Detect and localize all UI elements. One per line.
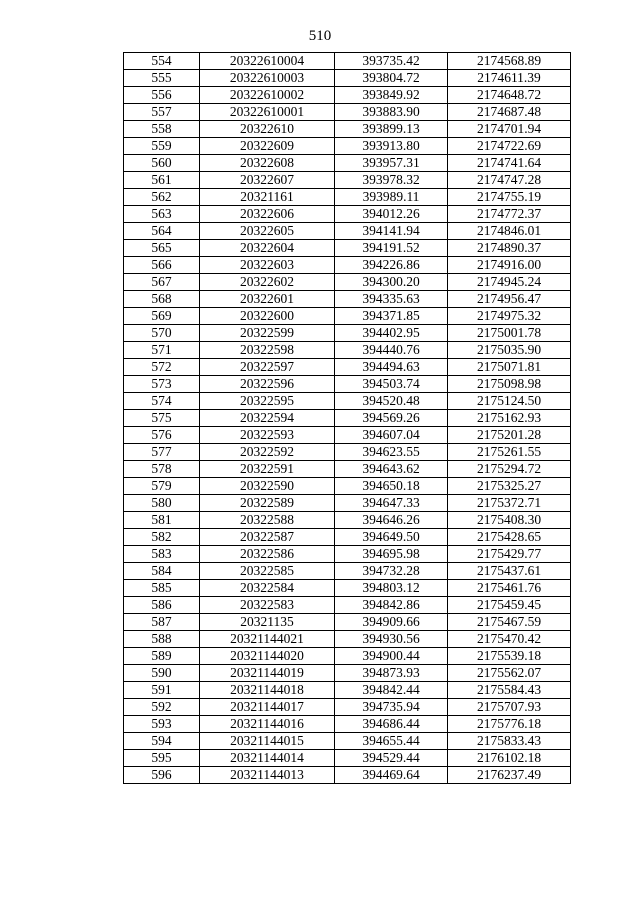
point-number-cell: 589: [124, 648, 200, 665]
y-coordinate-cell: 2175294.72: [448, 461, 571, 478]
point-id-cell: 20322588: [200, 512, 335, 529]
table-row: [124, 495, 571, 512]
table-row: [124, 699, 571, 716]
y-coordinate-cell: 2175201.28: [448, 427, 571, 444]
point-number-cell: 566: [124, 257, 200, 274]
x-coordinate-cell: 394650.18: [335, 478, 448, 495]
table-row: [124, 308, 571, 325]
coordinates-table-body: [124, 53, 571, 784]
point-id-cell: 20322584: [200, 580, 335, 597]
point-number-cell: 586: [124, 597, 200, 614]
point-id-cell: 20322586: [200, 546, 335, 563]
point-id-cell: 20322609: [200, 138, 335, 155]
y-coordinate-cell: 2176102.18: [448, 750, 571, 767]
x-coordinate-cell: 393913.80: [335, 138, 448, 155]
point-number-cell: 592: [124, 699, 200, 716]
x-coordinate-cell: 394873.93: [335, 665, 448, 682]
point-number-cell: 556: [124, 87, 200, 104]
y-coordinate-cell: 2175325.27: [448, 478, 571, 495]
y-coordinate-cell: 2174846.01: [448, 223, 571, 240]
point-id-cell: 20322608: [200, 155, 335, 172]
y-coordinate-cell: 2175584.43: [448, 682, 571, 699]
point-id-cell: 20322607: [200, 172, 335, 189]
point-id-cell: 20322585: [200, 563, 335, 580]
table-row: [124, 138, 571, 155]
table-row: [124, 104, 571, 121]
point-id-cell: 20322610002: [200, 87, 335, 104]
point-id-cell: 20322593: [200, 427, 335, 444]
point-id-cell: 20322610: [200, 121, 335, 138]
y-coordinate-cell: 2175437.61: [448, 563, 571, 580]
x-coordinate-cell: 394842.44: [335, 682, 448, 699]
table-row: [124, 257, 571, 274]
y-coordinate-cell: 2174687.48: [448, 104, 571, 121]
y-coordinate-cell: 2175467.59: [448, 614, 571, 631]
point-number-cell: 564: [124, 223, 200, 240]
y-coordinate-cell: 2174890.37: [448, 240, 571, 257]
table-row: [124, 614, 571, 631]
x-coordinate-cell: 394695.98: [335, 546, 448, 563]
table-row: [124, 733, 571, 750]
x-coordinate-cell: 393957.31: [335, 155, 448, 172]
x-coordinate-cell: 393899.13: [335, 121, 448, 138]
y-coordinate-cell: 2175372.71: [448, 495, 571, 512]
point-id-cell: 20322594: [200, 410, 335, 427]
point-number-cell: 565: [124, 240, 200, 257]
point-number-cell: 562: [124, 189, 200, 206]
point-id-cell: 20322603: [200, 257, 335, 274]
table-row: [124, 70, 571, 87]
table-row: [124, 291, 571, 308]
table-row: [124, 767, 571, 784]
point-number-cell: 567: [124, 274, 200, 291]
x-coordinate-cell: 394686.44: [335, 716, 448, 733]
point-number-cell: 579: [124, 478, 200, 495]
table-row: [124, 274, 571, 291]
x-coordinate-cell: 394503.74: [335, 376, 448, 393]
y-coordinate-cell: 2174747.28: [448, 172, 571, 189]
point-id-cell: 20322606: [200, 206, 335, 223]
table-row: [124, 359, 571, 376]
table-row: [124, 597, 571, 614]
x-coordinate-cell: 394440.76: [335, 342, 448, 359]
point-number-cell: 596: [124, 767, 200, 784]
point-number-cell: 577: [124, 444, 200, 461]
y-coordinate-cell: 2175162.93: [448, 410, 571, 427]
table-row: [124, 529, 571, 546]
x-coordinate-cell: 394226.86: [335, 257, 448, 274]
x-coordinate-cell: 393804.72: [335, 70, 448, 87]
y-coordinate-cell: 2174648.72: [448, 87, 571, 104]
point-number-cell: 591: [124, 682, 200, 699]
x-coordinate-cell: 394623.55: [335, 444, 448, 461]
y-coordinate-cell: 2174975.32: [448, 308, 571, 325]
x-coordinate-cell: 394012.26: [335, 206, 448, 223]
x-coordinate-cell: 394646.26: [335, 512, 448, 529]
point-number-cell: 585: [124, 580, 200, 597]
point-id-cell: 20322602: [200, 274, 335, 291]
x-coordinate-cell: 393989.11: [335, 189, 448, 206]
point-id-cell: 20322590: [200, 478, 335, 495]
point-number-cell: 588: [124, 631, 200, 648]
point-number-cell: 570: [124, 325, 200, 342]
point-number-cell: 583: [124, 546, 200, 563]
x-coordinate-cell: 394335.63: [335, 291, 448, 308]
y-coordinate-cell: 2175124.50: [448, 393, 571, 410]
point-number-cell: 558: [124, 121, 200, 138]
point-id-cell: 20322595: [200, 393, 335, 410]
y-coordinate-cell: 2175035.90: [448, 342, 571, 359]
y-coordinate-cell: 2174722.69: [448, 138, 571, 155]
point-id-cell: 20322599: [200, 325, 335, 342]
point-id-cell: 20322583: [200, 597, 335, 614]
table-row: [124, 546, 571, 563]
point-number-cell: 561: [124, 172, 200, 189]
point-id-cell: 20322592: [200, 444, 335, 461]
y-coordinate-cell: 2175539.18: [448, 648, 571, 665]
y-coordinate-cell: 2175562.07: [448, 665, 571, 682]
x-coordinate-cell: 394930.56: [335, 631, 448, 648]
y-coordinate-cell: 2175461.76: [448, 580, 571, 597]
point-number-cell: 573: [124, 376, 200, 393]
table-row: [124, 376, 571, 393]
x-coordinate-cell: 394191.52: [335, 240, 448, 257]
x-coordinate-cell: 393849.92: [335, 87, 448, 104]
table-row: [124, 631, 571, 648]
point-number-cell: 571: [124, 342, 200, 359]
point-number-cell: 572: [124, 359, 200, 376]
y-coordinate-cell: 2174772.37: [448, 206, 571, 223]
point-id-cell: 20322601: [200, 291, 335, 308]
x-coordinate-cell: 394371.85: [335, 308, 448, 325]
y-coordinate-cell: 2175470.42: [448, 631, 571, 648]
point-id-cell: 20321144015: [200, 733, 335, 750]
point-number-cell: 593: [124, 716, 200, 733]
point-number-cell: 581: [124, 512, 200, 529]
point-id-cell: 20321144013: [200, 767, 335, 784]
table-row: [124, 189, 571, 206]
point-number-cell: 590: [124, 665, 200, 682]
point-number-cell: 580: [124, 495, 200, 512]
x-coordinate-cell: 393978.32: [335, 172, 448, 189]
point-id-cell: 20322605: [200, 223, 335, 240]
point-id-cell: 20321144017: [200, 699, 335, 716]
point-number-cell: 555: [124, 70, 200, 87]
x-coordinate-cell: 394842.86: [335, 597, 448, 614]
coordinates-table: [123, 52, 571, 784]
point-number-cell: 563: [124, 206, 200, 223]
y-coordinate-cell: 2175071.81: [448, 359, 571, 376]
table-row: [124, 155, 571, 172]
table-row: [124, 750, 571, 767]
x-coordinate-cell: 394402.95: [335, 325, 448, 342]
table-row: [124, 444, 571, 461]
table-row: [124, 512, 571, 529]
point-id-cell: 20322604: [200, 240, 335, 257]
point-id-cell: 20322597: [200, 359, 335, 376]
y-coordinate-cell: 2176237.49: [448, 767, 571, 784]
point-number-cell: 587: [124, 614, 200, 631]
table-row: [124, 223, 571, 240]
x-coordinate-cell: 394494.63: [335, 359, 448, 376]
table-row: [124, 665, 571, 682]
point-number-cell: 575: [124, 410, 200, 427]
x-coordinate-cell: 393883.90: [335, 104, 448, 121]
table-row: [124, 580, 571, 597]
x-coordinate-cell: 394569.26: [335, 410, 448, 427]
point-id-cell: 20321144020: [200, 648, 335, 665]
table-row: [124, 410, 571, 427]
point-number-cell: 557: [124, 104, 200, 121]
table-row: [124, 478, 571, 495]
table-row: [124, 461, 571, 478]
x-coordinate-cell: 394803.12: [335, 580, 448, 597]
point-id-cell: 20322600: [200, 308, 335, 325]
table-row: [124, 53, 571, 70]
y-coordinate-cell: 2175098.98: [448, 376, 571, 393]
x-coordinate-cell: 394909.66: [335, 614, 448, 631]
point-number-cell: 594: [124, 733, 200, 750]
point-id-cell: 20322610004: [200, 53, 335, 70]
y-coordinate-cell: 2175707.93: [448, 699, 571, 716]
point-id-cell: 20321144016: [200, 716, 335, 733]
y-coordinate-cell: 2174741.64: [448, 155, 571, 172]
table-row: [124, 121, 571, 138]
y-coordinate-cell: 2174755.19: [448, 189, 571, 206]
point-number-cell: 578: [124, 461, 200, 478]
point-id-cell: 20322610001: [200, 104, 335, 121]
table-row: [124, 87, 571, 104]
point-id-cell: 20321144018: [200, 682, 335, 699]
y-coordinate-cell: 2174945.24: [448, 274, 571, 291]
point-id-cell: 20322610003: [200, 70, 335, 87]
y-coordinate-cell: 2175429.77: [448, 546, 571, 563]
y-coordinate-cell: 2175408.30: [448, 512, 571, 529]
table-row: [124, 172, 571, 189]
table-row: [124, 563, 571, 580]
point-id-cell: 20322591: [200, 461, 335, 478]
x-coordinate-cell: 394607.04: [335, 427, 448, 444]
y-coordinate-cell: 2175001.78: [448, 325, 571, 342]
point-id-cell: 20321144021: [200, 631, 335, 648]
x-coordinate-cell: 394900.44: [335, 648, 448, 665]
point-number-cell: 554: [124, 53, 200, 70]
x-coordinate-cell: 394469.64: [335, 767, 448, 784]
point-number-cell: 559: [124, 138, 200, 155]
point-id-cell: 20321161: [200, 189, 335, 206]
point-id-cell: 20322587: [200, 529, 335, 546]
x-coordinate-cell: 393735.42: [335, 53, 448, 70]
point-id-cell: 20321144019: [200, 665, 335, 682]
x-coordinate-cell: 394529.44: [335, 750, 448, 767]
x-coordinate-cell: 394643.62: [335, 461, 448, 478]
x-coordinate-cell: 394300.20: [335, 274, 448, 291]
point-number-cell: 574: [124, 393, 200, 410]
y-coordinate-cell: 2174611.39: [448, 70, 571, 87]
point-number-cell: 595: [124, 750, 200, 767]
y-coordinate-cell: 2174916.00: [448, 257, 571, 274]
x-coordinate-cell: 394655.44: [335, 733, 448, 750]
y-coordinate-cell: 2174568.89: [448, 53, 571, 70]
table-row: [124, 240, 571, 257]
point-id-cell: 20322589: [200, 495, 335, 512]
x-coordinate-cell: 394732.28: [335, 563, 448, 580]
point-number-cell: 568: [124, 291, 200, 308]
table-row: [124, 682, 571, 699]
page-number: 510: [308, 28, 332, 44]
point-id-cell: 20321135: [200, 614, 335, 631]
point-number-cell: 576: [124, 427, 200, 444]
y-coordinate-cell: 2174701.94: [448, 121, 571, 138]
y-coordinate-cell: 2175428.65: [448, 529, 571, 546]
point-number-cell: 582: [124, 529, 200, 546]
point-id-cell: 20321144014: [200, 750, 335, 767]
x-coordinate-cell: 394520.48: [335, 393, 448, 410]
point-number-cell: 584: [124, 563, 200, 580]
table-row: [124, 206, 571, 223]
table-row: [124, 342, 571, 359]
y-coordinate-cell: 2175776.18: [448, 716, 571, 733]
y-coordinate-cell: 2175261.55: [448, 444, 571, 461]
point-id-cell: 20322596: [200, 376, 335, 393]
table-row: [124, 716, 571, 733]
x-coordinate-cell: 394647.33: [335, 495, 448, 512]
table-row: [124, 325, 571, 342]
x-coordinate-cell: 394141.94: [335, 223, 448, 240]
point-number-cell: 569: [124, 308, 200, 325]
y-coordinate-cell: 2174956.47: [448, 291, 571, 308]
y-coordinate-cell: 2175459.45: [448, 597, 571, 614]
x-coordinate-cell: 394735.94: [335, 699, 448, 716]
table-row: [124, 427, 571, 444]
x-coordinate-cell: 394649.50: [335, 529, 448, 546]
table-row: [124, 648, 571, 665]
table-row: [124, 393, 571, 410]
y-coordinate-cell: 2175833.43: [448, 733, 571, 750]
point-number-cell: 560: [124, 155, 200, 172]
point-id-cell: 20322598: [200, 342, 335, 359]
